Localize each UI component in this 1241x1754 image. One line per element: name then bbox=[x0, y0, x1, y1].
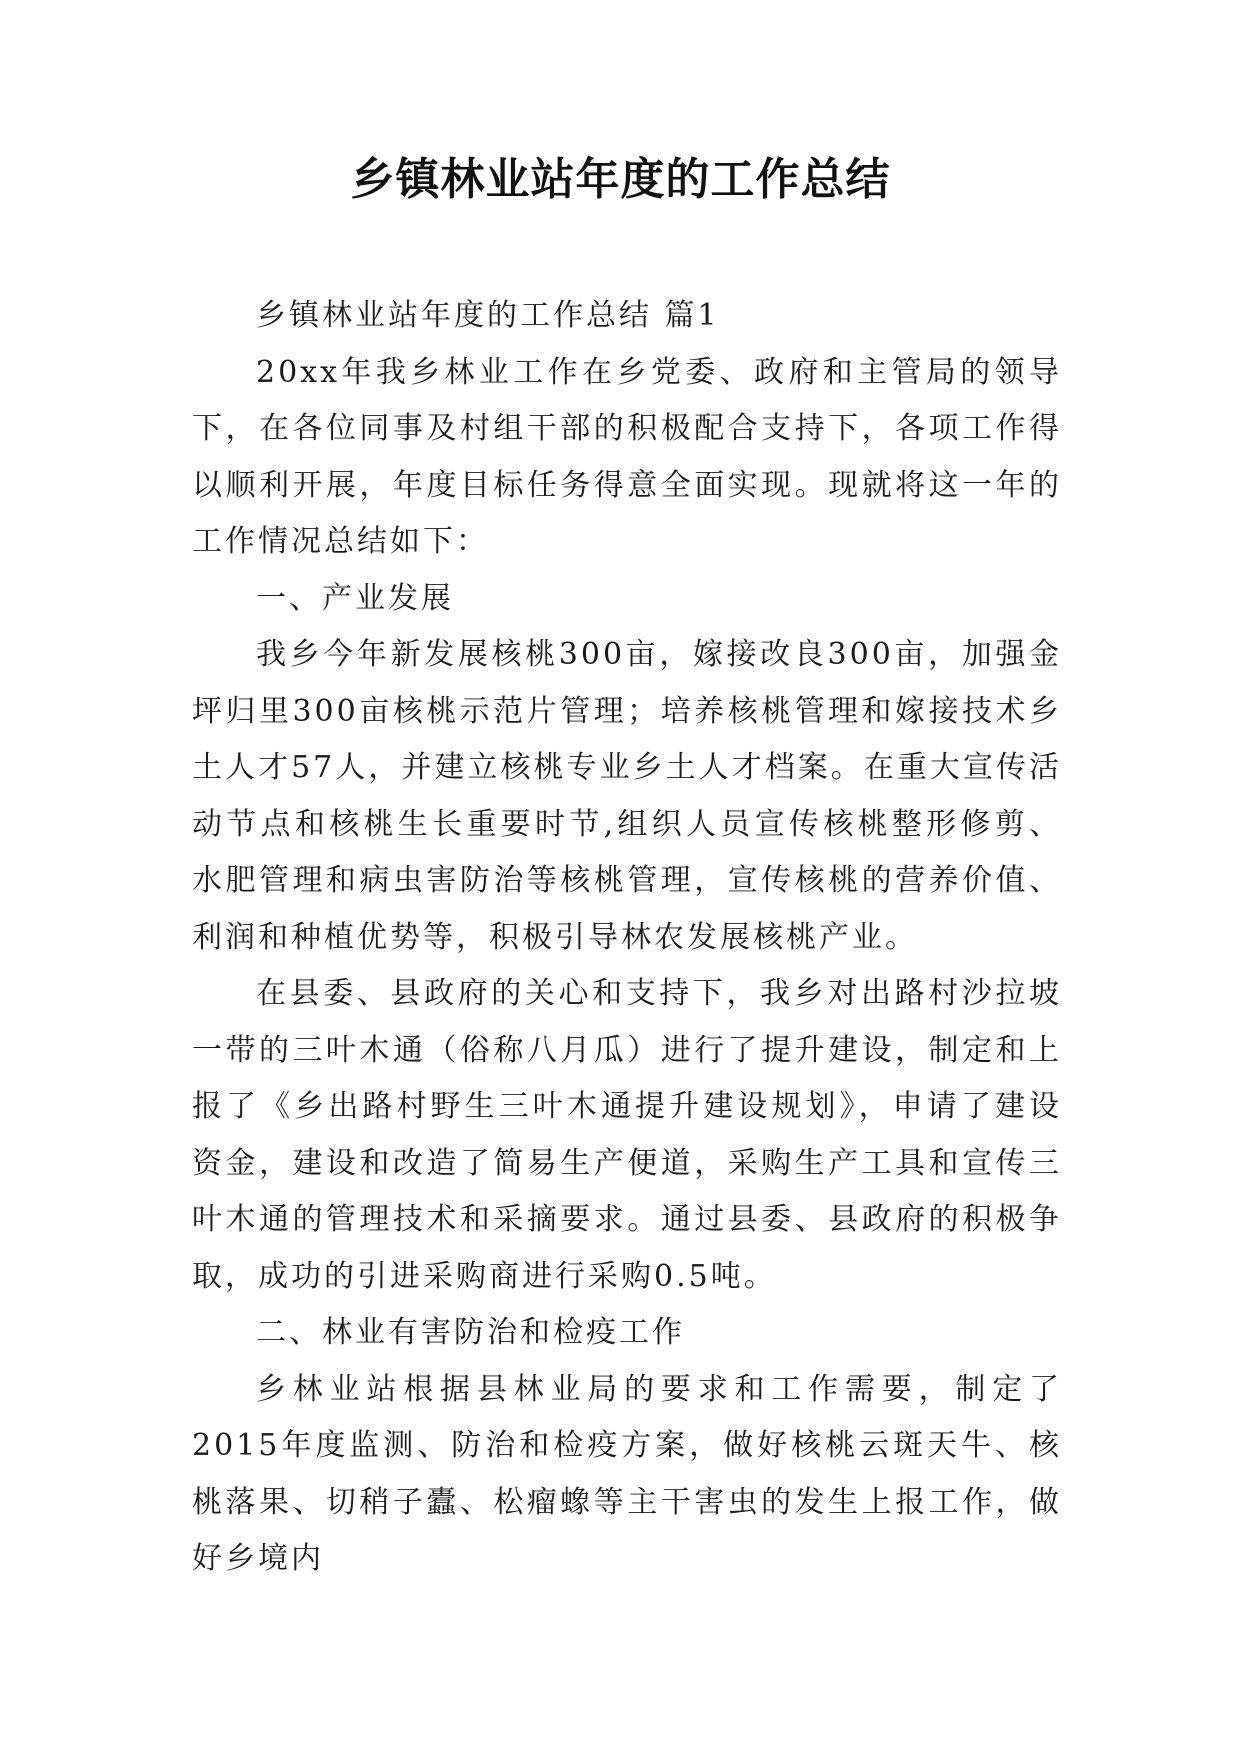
document-title: 乡镇林业站年度的工作总结 bbox=[350, 154, 891, 205]
section-heading-pest-control: 二、林业有害防治和检疫工作 bbox=[256, 1315, 685, 1350]
pest-control-paragraph: 乡林业站根据县林业局的要求和工作需要，制定了2015年度监测、防治和检疫方案，做好核桃云斑天牛、核桃落果、切稍子蠹、松瘤蟓等主干害虫的发生上报工作，做好乡境内 bbox=[192, 1371, 1062, 1576]
section-heading-part-1: 乡镇林业站年度的工作总结 篇1 bbox=[256, 298, 720, 333]
section-heading-industry: 一、产业发展 bbox=[256, 580, 454, 616]
document-body bbox=[192, 288, 1062, 1588]
industry-paragraph-1: 我乡今年新发展核桃300亩，嫁接改良300亩，加强金坪归里300亩核桃示范片管理；培养核桃管理和嫁接技术乡土人才57人，并建立核桃专业乡土人才档案。在重大宣传活动节点和核桃生长重要时节,组织人员宣传核桃整形修剪、水肥管理和病虫害防治等核桃管理，宣传核桃的营养价值、利润和种植优势等，积极引导林农发展核桃产业。 bbox=[192, 637, 1062, 955]
intro-paragraph: 20xx年我乡林业工作在乡党委、政府和主管局的领导下，在各位同事及村组干部的积极配合支持下，各项工作得以顺利开展，年度目标任务得意全面实现。现就将这一年的工作情况总结如下： bbox=[192, 354, 1062, 559]
industry-paragraph-2: 在县委、县政府的关心和支持下，我乡对出路村沙拉坡一带的三叶木通（俗称八月瓜）进行了提升建设，制定和上报了《乡出路村野生三叶木通提升建设规划》，申请了建设资金，建设和改造了简易生产便道，采购生产工具和宣传三叶木通的管理技术和采摘要求。通过县委、县政府的积极争取，成功的引进采购商进行采购0.5吨。 bbox=[192, 976, 1062, 1294]
